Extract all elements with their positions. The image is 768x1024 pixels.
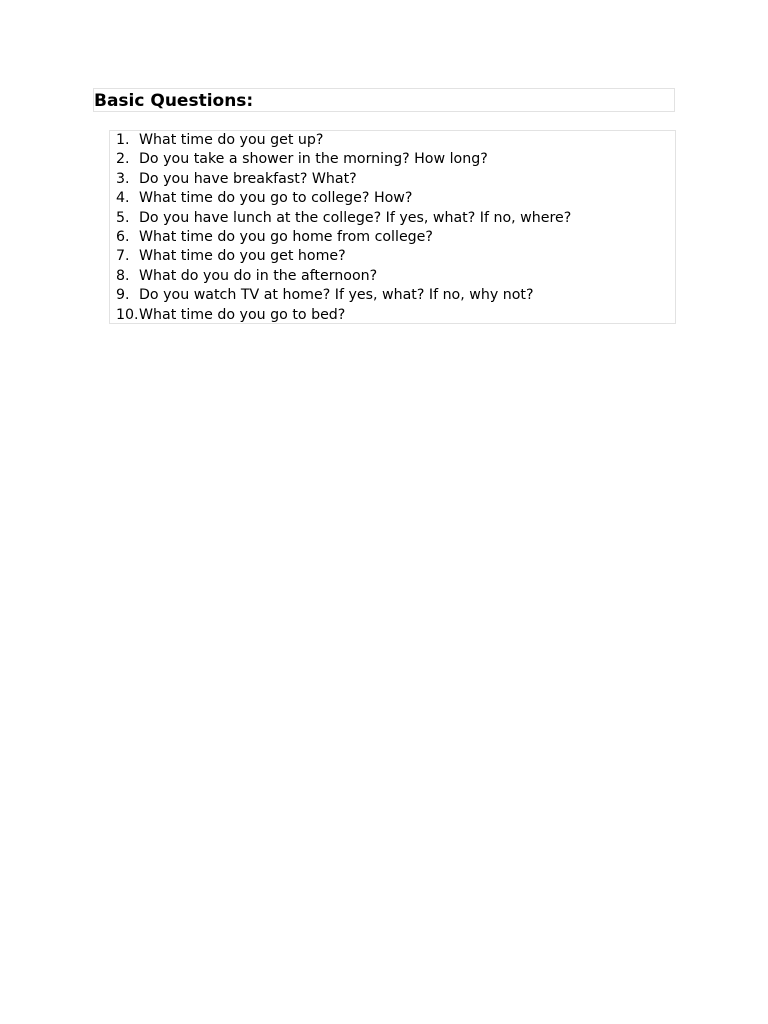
question-number: 4. xyxy=(116,190,130,207)
question-number: 1. xyxy=(116,132,130,148)
question-number: 2. xyxy=(116,151,130,168)
question-text: What do you do in the afternoon? xyxy=(139,267,378,284)
question-text: Do you watch TV at home? If yes, what? If no, why not? xyxy=(139,287,534,304)
question-text: What time do you get home? xyxy=(139,248,346,265)
question-number: 10. xyxy=(116,306,139,323)
question-number: 9. xyxy=(116,287,130,304)
question-text: What time do you go home from college? xyxy=(139,229,433,245)
page-title: Basic Questions: xyxy=(94,91,254,111)
question-number: 6. xyxy=(116,229,130,245)
question-text: What time do you go to bed? xyxy=(139,306,346,323)
questions-box xyxy=(109,130,676,324)
question-text: Do you take a shower in the morning? How long? xyxy=(139,151,488,168)
question-number: 5. xyxy=(116,209,130,226)
question-text: What time do you go to college? How? xyxy=(139,190,413,207)
heading-box xyxy=(93,88,675,112)
question-text: Do you have breakfast? What? xyxy=(139,170,357,187)
question-number: 8. xyxy=(116,267,130,284)
question-text: What time do you get up? xyxy=(139,132,324,148)
question-number: 3. xyxy=(116,170,130,187)
question-number: 7. xyxy=(116,248,130,265)
question-text: Do you have lunch at the college? If yes, what? If no, where? xyxy=(139,209,572,226)
